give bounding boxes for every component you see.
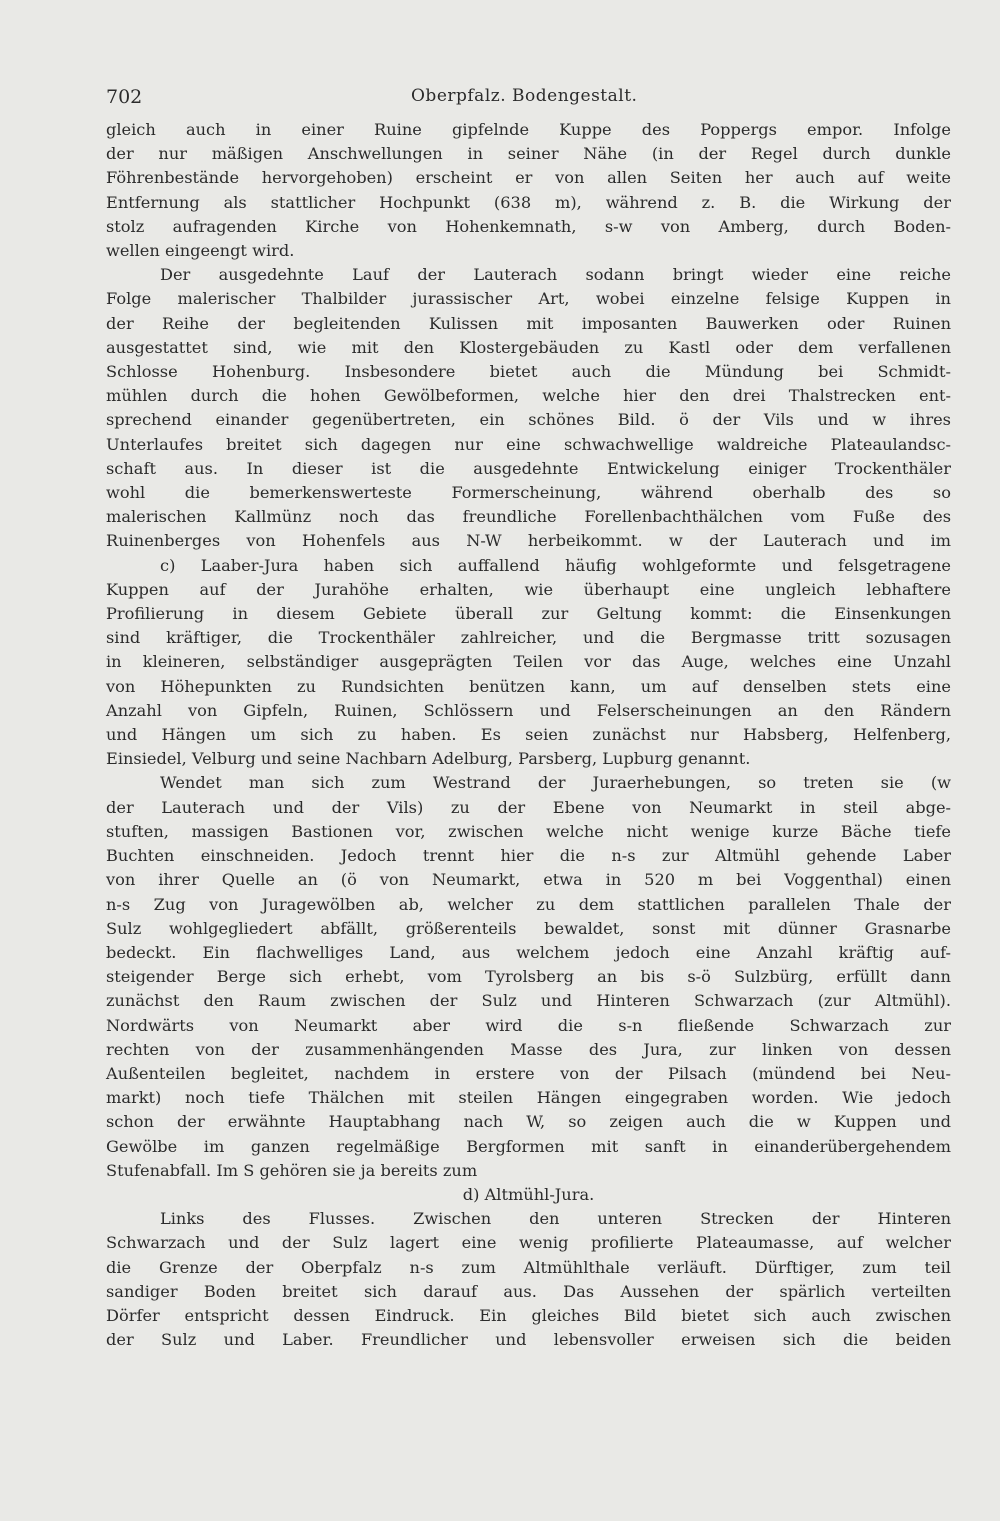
text-line: mühlen durch die hohen Gewölbeformen, welche hier den drei Thalstrecken ent- — [106, 386, 951, 406]
text-line: stuften, massigen Bastionen vor, zwischen welche nicht wenige kurze Bäche tiefe — [106, 821, 951, 841]
text-line: wellen eingeengt wird. — [106, 241, 295, 261]
text-line: markt) noch tiefe Thälchen mit steilen Hängen eingegraben worden. Wie jedoch — [106, 1088, 951, 1108]
text-line: Dörfer entspricht dessen Eindruck. Ein gleiches Bild bietet sich auch zwischen — [106, 1305, 951, 1325]
text-line: der Reihe der begleitenden Kulissen mit imposanten Bauwerken oder Ruinen — [106, 313, 951, 333]
text-line: schon der erwähnte Hauptabhang nach W, so zeigen auch die w Kuppen und — [106, 1112, 951, 1132]
text-line: Buchten einschneiden. Jedoch trennt hier die n-s zur Altmühl gehende Laber — [106, 846, 951, 866]
paragraph-start-line: Links des Flusses. Zwischen den unteren Strecken der Hinteren — [160, 1209, 951, 1229]
text-line: sind kräftiger, die Trockenthäler zahlreicher, und die Bergmasse tritt sozusagen — [106, 628, 951, 648]
text-line: Nordwärts von Neumarkt aber wird die s-n fließende Schwarzach zur — [106, 1015, 951, 1035]
paragraph-start-line: Der ausgedehnte Lauf der Lauterach sodann bringt wieder eine reiche — [160, 265, 951, 285]
paragraph-start-line: Wendet man sich zum Westrand der Juraerhebungen, so treten sie (w — [160, 773, 951, 793]
text-line: Anzahl von Gipfeln, Ruinen, Schlössern und Felserscheinungen an den Rändern — [106, 700, 951, 720]
page-header — [106, 78, 950, 118]
page-number: 702 — [106, 86, 143, 108]
text-line: schaft aus. In dieser ist die ausgedehnte Entwickelung einiger Trockenthäler — [106, 458, 951, 478]
text-line: der Lauterach und der Vils) zu der Ebene von Neumarkt in steil abge- — [106, 797, 951, 817]
text-line: bedeckt. Ein flachwelliges Land, aus welchem jedoch eine Anzahl kräftig auf- — [106, 942, 951, 962]
text-line: n-s Zug von Juragewölben ab, welcher zu dem stattlichen parallelen Thale der — [106, 894, 951, 914]
text-line: Unterlaufes breitet sich dagegen nur eine schwachwellige waldreiche Plateaulandsc- — [106, 434, 951, 454]
text-line: rechten von der zusammenhängenden Masse des Jura, zur linken von dessen — [106, 1039, 951, 1059]
text-line: Einsiedel, Velburg und seine Nachbarn Adelburg, Parsberg, Lupburg genannt. — [106, 749, 751, 769]
text-line: zunächst den Raum zwischen der Sulz und Hinteren Schwarzach (zur Altmühl). — [106, 991, 951, 1011]
text-line: Folge malerischer Thalbilder jurassischer Art, wobei einzelne felsige Kuppen in — [106, 289, 951, 309]
text-line: Sulz wohlgegliedert abfällt, größerenteils bewaldet, sonst mit dünner Grasnarbe — [106, 918, 951, 938]
text-line: Profilierung in diesem Gebiete überall zur Geltung kommt: die Einsenkungen — [106, 604, 951, 624]
text-line: Föhrenbestände hervorgehoben) erscheint er von allen Seiten her auch auf weite — [106, 168, 951, 188]
section-c-start-line: c) Laaber-Jura haben sich auffallend häufig wohlgeformte und felsgetragene — [160, 555, 951, 575]
text-line: wohl die bemerkenswerteste Formerscheinung, während oberhalb des so — [106, 483, 951, 503]
text-line: sprechend einander gegenübertreten, ein schönes Bild. ö der Vils und w ihres — [106, 410, 951, 430]
text-line: malerischen Kallmünz noch das freundliche Forellenbachthälchen vom Fuße des — [106, 507, 951, 527]
running-head: Oberpfalz. Bodengestalt. — [411, 86, 638, 106]
text-line: sandiger Boden breitet sich darauf aus. Das Aussehen der spärlich verteilten — [106, 1281, 951, 1301]
text-line: steigender Berge sich erhebt, vom Tyrolsberg an bis s-ö Sulzbürg, erfüllt dann — [106, 967, 951, 987]
text-line: Schlosse Hohenburg. Insbesondere bietet auch die Mündung bei Schmidt- — [106, 362, 951, 382]
text-line: Ruinenberges von Hohenfels aus N-W herbeikommt. w der Lauterach und im — [106, 531, 951, 551]
text-line: gleich auch in einer Ruine gipfelnde Kuppe des Poppergs empor. Infolge — [106, 120, 951, 139]
text-line: die Grenze der Oberpfalz n-s zum Altmühlthale verläuft. Dürftiger, zum teil — [106, 1257, 951, 1277]
text-line: Schwarzach und der Sulz lagert eine wenig profilierte Plateaumasse, auf welcher — [106, 1233, 951, 1253]
section-heading-d: d) Altmühl-Jura. — [462, 1184, 595, 1204]
body-text — [106, 118, 951, 1352]
text-line: Stufenabfall. Im S gehören sie ja bereits zum — [106, 1160, 478, 1180]
text-line: stolz aufragenden Kirche von Hohenkemnath, s-w von Amberg, durch Boden- — [106, 216, 951, 236]
text-line: und Hängen um sich zu haben. Es seien zunächst nur Habsberg, Helfenberg, — [106, 725, 951, 745]
text-line: der nur mäßigen Anschwellungen in seiner Nähe (in der Regel durch dunkle — [106, 144, 951, 164]
text-line: Entfernung als stattlicher Hochpunkt (638 m), während z. B. die Wirkung der — [106, 192, 951, 212]
text-line: von ihrer Quelle an (ö von Neumarkt, etwa in 520 m bei Voggenthal) einen — [106, 870, 951, 890]
text-line: Kuppen auf der Jurahöhe erhalten, wie überhaupt eine ungleich lebhaftere — [106, 579, 951, 599]
text-line: der Sulz und Laber. Freundlicher und lebensvoller erweisen sich die beiden — [106, 1330, 951, 1350]
text-line: Außenteilen begleitet, nachdem in erstere von der Pilsach (mündend bei Neu- — [106, 1063, 951, 1083]
text-line: von Höhepunkten zu Rundsichten benützen kann, um auf denselben stets eine — [106, 676, 951, 696]
text-line: Gewölbe im ganzen regelmäßige Bergformen mit sanft in einanderübergehendem — [106, 1136, 951, 1156]
text-line: in kleineren, selbständiger ausgeprägten Teilen vor das Auge, welches eine Unzahl — [106, 652, 951, 672]
text-line: ausgestattet sind, wie mit den Klostergebäuden zu Kastl oder dem verfallenen — [106, 337, 951, 357]
